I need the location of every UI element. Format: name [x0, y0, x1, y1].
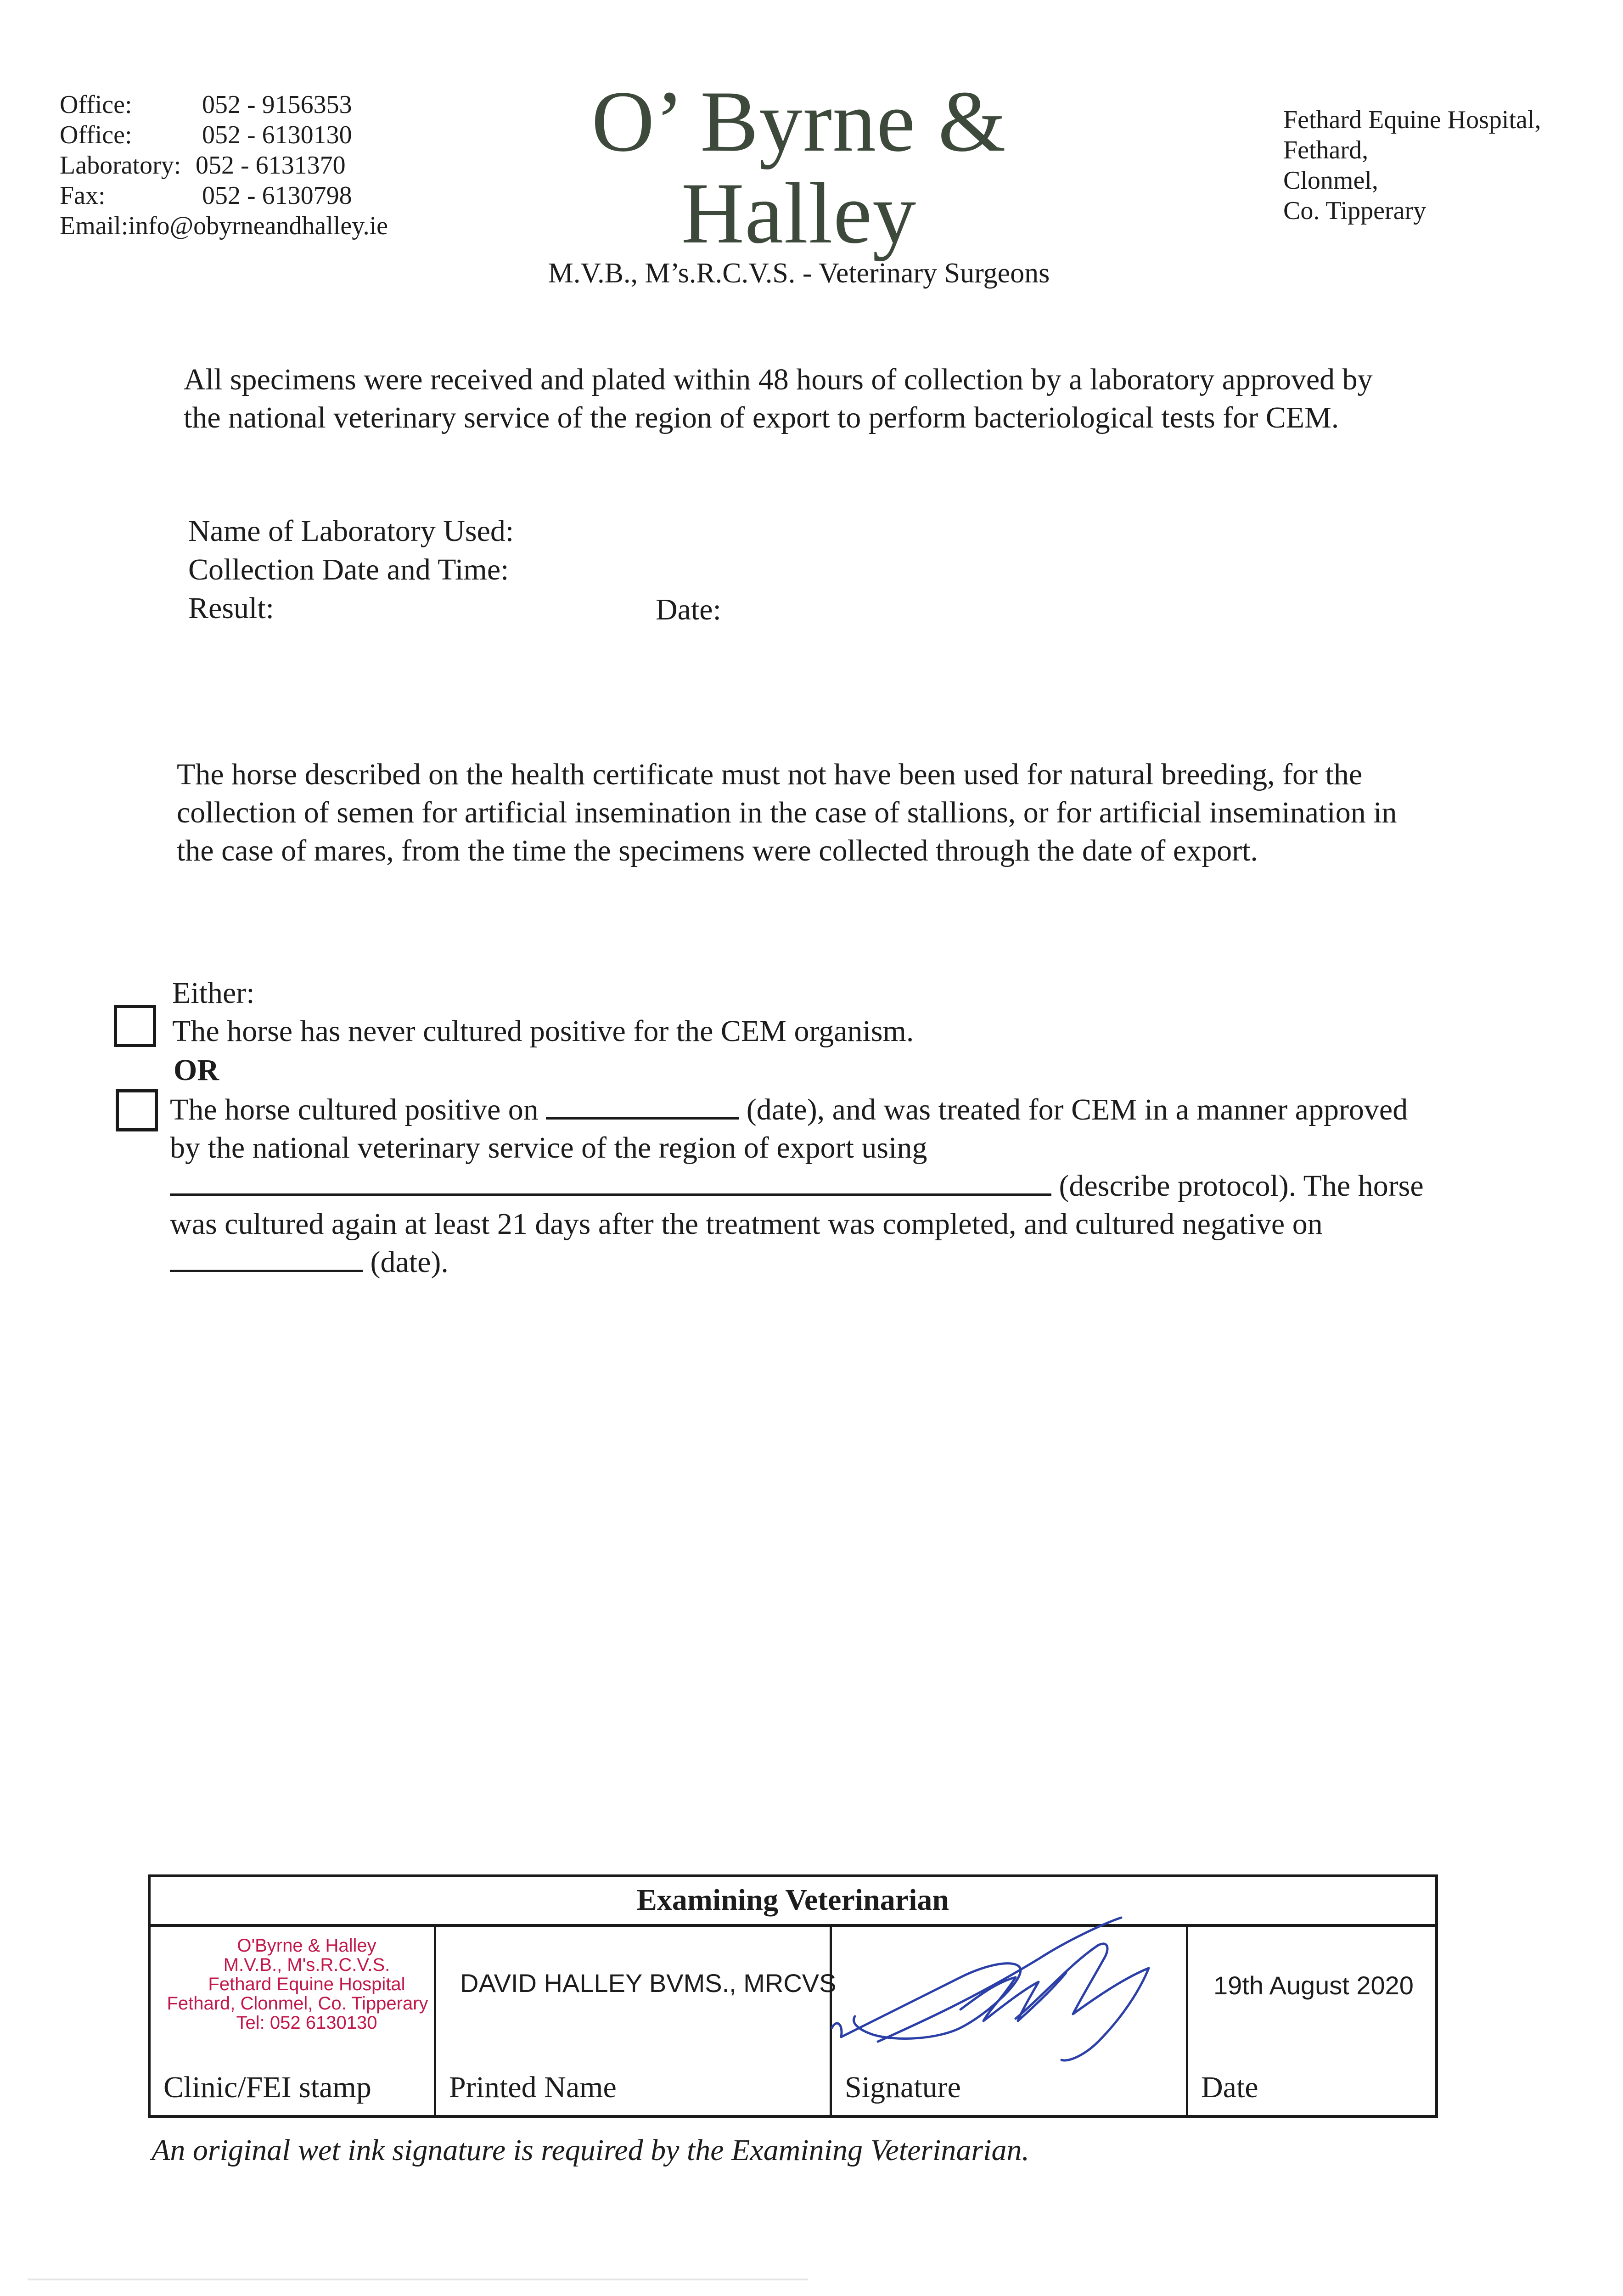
contact-email[interactable] [60, 211, 388, 241]
stamp-cell [151, 1927, 436, 2115]
table-title: Examining Veterinarian [151, 1877, 1435, 1927]
contact-office-2 [60, 120, 388, 150]
caption-printed-name: Printed Name [449, 2071, 617, 2104]
contact-office-1 [60, 90, 388, 120]
caption-date: Date [1201, 2071, 1258, 2104]
contact-fax [60, 180, 388, 211]
field-laboratory-name[interactable]: Name of Laboratory Used: [188, 514, 514, 548]
caption-clinic-stamp: Clinic/FEI stamp [163, 2071, 371, 2104]
practice-address [1283, 105, 1541, 226]
scan-artifact-line [28, 2279, 808, 2280]
contact-laboratory [60, 150, 388, 180]
printed-name-cell[interactable] [436, 1927, 837, 2115]
practice-subtitle: M.V.B., M’s.R.C.V.S. - Veterinary Surgeons [548, 258, 1050, 289]
printed-name-value[interactable]: DAVID HALLEY BVMS., MRCVS [460, 1969, 837, 1998]
contact-value: 052 - 9156353 [202, 90, 352, 119]
option2-text-c: (describe protocol). The horse was cultured again at least 21 days after the treatment was completed, and cultured negative on [170, 1169, 1424, 1241]
field-collection-datetime[interactable]: Collection Date and Time: [188, 553, 509, 586]
option2-text-a: The horse cultured positive on [170, 1093, 539, 1126]
date-value[interactable]: 19th August 2020 [1213, 1971, 1414, 2000]
option-never-positive-text: The horse has never cultured positive for the CEM organism. [172, 1014, 914, 1048]
handwritten-signature [823, 1904, 1172, 2069]
contact-block [60, 90, 388, 241]
address-line: Clonmel, [1283, 166, 1378, 195]
contact-value: 052 - 6130798 [202, 181, 352, 210]
breeding-paragraph: The horse described on the health certificate must not have been used for natural breeding, for the collection of semen for artificial insemination in the case of stallions, or for artificial insemination in the case of mares, from the time the specimens were collected through the date of export. [177, 758, 1397, 867]
address-line: Co. Tipperary [1283, 197, 1426, 225]
negative-date-blank[interactable] [170, 1244, 363, 1272]
date-cell[interactable] [1188, 1927, 1435, 2115]
field-result[interactable]: Result: [188, 591, 275, 625]
contact-label: Office: [60, 121, 132, 149]
address-line: Fethard Equine Hospital, [1283, 106, 1541, 134]
field-date[interactable]: Date: [656, 593, 721, 626]
stamp-line: Fethard Equine Hospital [208, 1974, 405, 1994]
option-cultured-positive-checkbox[interactable] [116, 1089, 158, 1131]
stamp-line: Fethard, Clonmel, Co. Tipperary [167, 1993, 428, 2014]
signature-cell[interactable] [832, 1927, 1188, 2115]
caption-signature: Signature [845, 2071, 961, 2104]
stamp-line: Tel: 052 6130130 [236, 2013, 377, 2033]
positive-date-blank[interactable] [546, 1092, 739, 1120]
contact-value: 052 - 6131370 [196, 151, 346, 180]
examining-veterinarian-table [148, 1874, 1438, 2118]
option-never-positive-checkbox[interactable] [114, 1005, 156, 1047]
practice-name: O’ Byrne & Halley [591, 73, 1006, 262]
clinic-stamp [167, 1936, 435, 2033]
protocol-blank[interactable] [170, 1168, 1051, 1196]
stamp-line: O'Byrne & Halley [237, 1936, 376, 1956]
option2-text-b: (date), and was treated for CEM in a manner approved by the national veterinary service of the region of export using [170, 1093, 1408, 1165]
letterhead-brand [482, 73, 1116, 290]
signature-requirement-note: An original wet ink signature is required by the Examining Veterinarian. [152, 2133, 1029, 2167]
contact-label: Office: [60, 90, 132, 119]
or-label: OR [174, 1053, 219, 1087]
either-label: Either: [172, 976, 255, 1010]
lab-approval-paragraph: All specimens were received and plated within 48 hours of collection by a laboratory approved by the national veterinary service of the region of export to perform bacteriological tests for CEM. [184, 363, 1373, 434]
option2-text-d: (date). [370, 1245, 449, 1279]
email-link[interactable]: Email:info@obyrneandhalley.ie [60, 212, 388, 240]
lab-fields [188, 512, 514, 628]
contact-label: Laboratory: [60, 151, 181, 180]
option-cultured-positive-text [170, 1091, 1428, 1281]
contact-label: Fax: [60, 181, 106, 210]
contact-value: 052 - 6130130 [202, 121, 352, 149]
stamp-line: M.V.B., M's.R.C.V.S. [223, 1955, 390, 1975]
address-line: Fethard, [1283, 136, 1369, 164]
